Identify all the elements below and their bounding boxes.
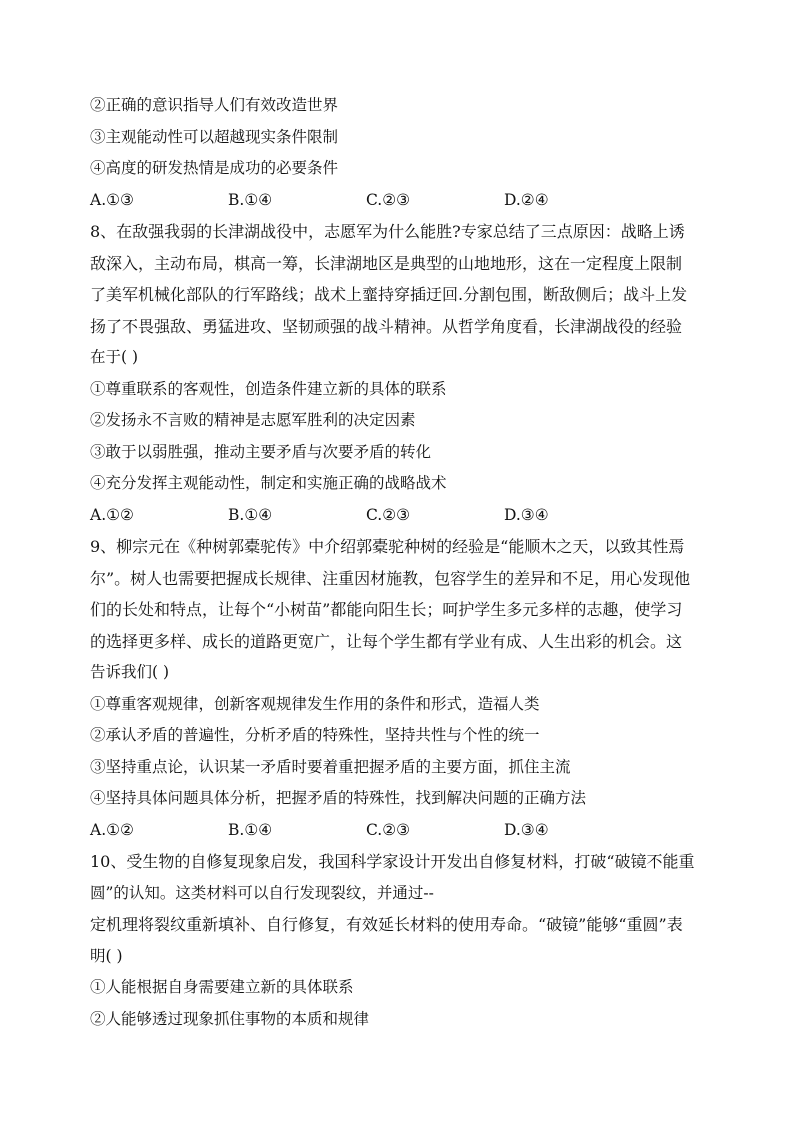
q10-stem-line-3: 定机理将裂纹重新填补、自行修复，有效延长材料的使用寿命。“破镜”能够“重圆”表 [90, 915, 683, 934]
q9-item-1: ①尊重客观规律，创新客观规律发生作用的条件和形式，造福人类 [90, 694, 540, 713]
question-7-continued [90, 90, 710, 216]
q7-option-c: C.②③ [366, 190, 411, 209]
q9-stem-line-4: 的选择更多样、成长的道路更宽广，让每个学生都有学业有成、人生出彩的机会。这 [90, 631, 683, 651]
q10-item-2: ②人能够透过现象抓住事物的本质和规律 [90, 1009, 370, 1028]
q8-option-b: B.①④ [228, 505, 273, 524]
q10-item-1: ①人能根据自身需要建立新的具体联系 [90, 978, 354, 996]
q7-item-3: ③主观能动性可以超越现实条件限制 [90, 127, 339, 146]
q10-stem-line-4: 明( ) [90, 946, 123, 965]
q8-stem-line-3: 了美军机械化部队的行军路线；战术上韲持穿插迂回.分割包围，断敌侧后；战斗上发 [90, 285, 688, 304]
q9-stem-line-3: 们的长处和特点，让每个“小树苗”都能向阳生长；呵护学生多元多样的志趣，使学习 [90, 600, 683, 619]
q7-options [90, 185, 710, 217]
q9-item-2: ②承认矛盾的普遍性，分析矛盾的特殊性，坚持共性与个性的统一 [90, 726, 540, 744]
q9-item-3: ③坚持重点论，认识某一矛盾时要着重把握矛盾的主要方面，抓住主流 [90, 757, 571, 776]
q9-option-b: B.①④ [228, 820, 273, 839]
q8-item-4: ④充分发挥主观能动性，制定和实施正确的战略战术 [90, 474, 447, 492]
q9-stem-line-5: 告诉我们( ) [90, 663, 170, 681]
q8-option-c: C.②③ [366, 505, 411, 524]
q9-options [90, 815, 710, 847]
q9-option-d: D.③④ [504, 820, 549, 839]
q8-stem-line-5: 在于( ) [90, 348, 139, 366]
q7-item-4: ④高度的研发热情是成功的必要条件 [90, 159, 339, 177]
q8-stem-line-4: 扬了不畏强敌、勇猛进攻、坚韧顽强的战斗精神。从哲学角度看，长津湖战役的经验 [90, 316, 683, 336]
q8-item-3: ③敢于以弱胜强，推动主要矛盾与次要矛盾的转化 [90, 442, 432, 461]
q7-option-a: A.①③ [90, 190, 134, 209]
q9-option-c: C.②③ [366, 820, 411, 839]
q9-stem-line-1: 9、柳宗元在《种树郭橐驼传》中介绍郭橐驼种树的经验是“能顺木之天，以致其性焉 [90, 537, 685, 556]
question-10 [90, 846, 710, 1035]
q8-stem-line-1: 8、在敌强我弱的长津湖战役中，志愿军为什么能胜?专家总结了三点原因：战略上诱 [90, 222, 685, 241]
q8-item-1: ①尊重联系的客观性，创造条件建立新的具体的联系 [90, 379, 447, 398]
q9-item-4: ④坚持具体问题具体分析，把握矛盾的特殊性，找到解决问题的正确方法 [90, 789, 587, 807]
document-page [90, 90, 710, 1035]
q7-option-d: D.②④ [504, 190, 549, 209]
question-8 [90, 216, 710, 531]
q10-stem-line-1: 10、受生物的自修复现象启发，我国科学家设计开发出自修复材料，打破“破镜不能重 [90, 852, 695, 871]
question-9 [90, 531, 710, 846]
q8-item-2: ②发扬永不言败的精神是志愿军胜利的决定因素 [90, 411, 416, 429]
q8-stem-line-2: 敌深入，主动布局，棋高一筹，长津湖地区是典型的山地地形，这在一定程度上限制 [90, 253, 683, 273]
q10-stem-line-2: 圆”的认知。这类材料可以自行发现裂纹，并通过-- [90, 883, 434, 902]
q7-item-2: ②正确的意识指导人们有效改造世界 [90, 96, 339, 114]
q9-stem-line-2: 尔”。树人也需要把握成长规律、注重因材施教，包容学生的差异和不足，用心发现他 [90, 568, 691, 588]
q8-option-d: D.③④ [504, 505, 549, 524]
q9-option-a: A.①② [90, 820, 134, 839]
q7-option-b: B.①④ [228, 190, 273, 209]
q8-options [90, 500, 710, 532]
q8-option-a: A.①② [90, 505, 134, 524]
